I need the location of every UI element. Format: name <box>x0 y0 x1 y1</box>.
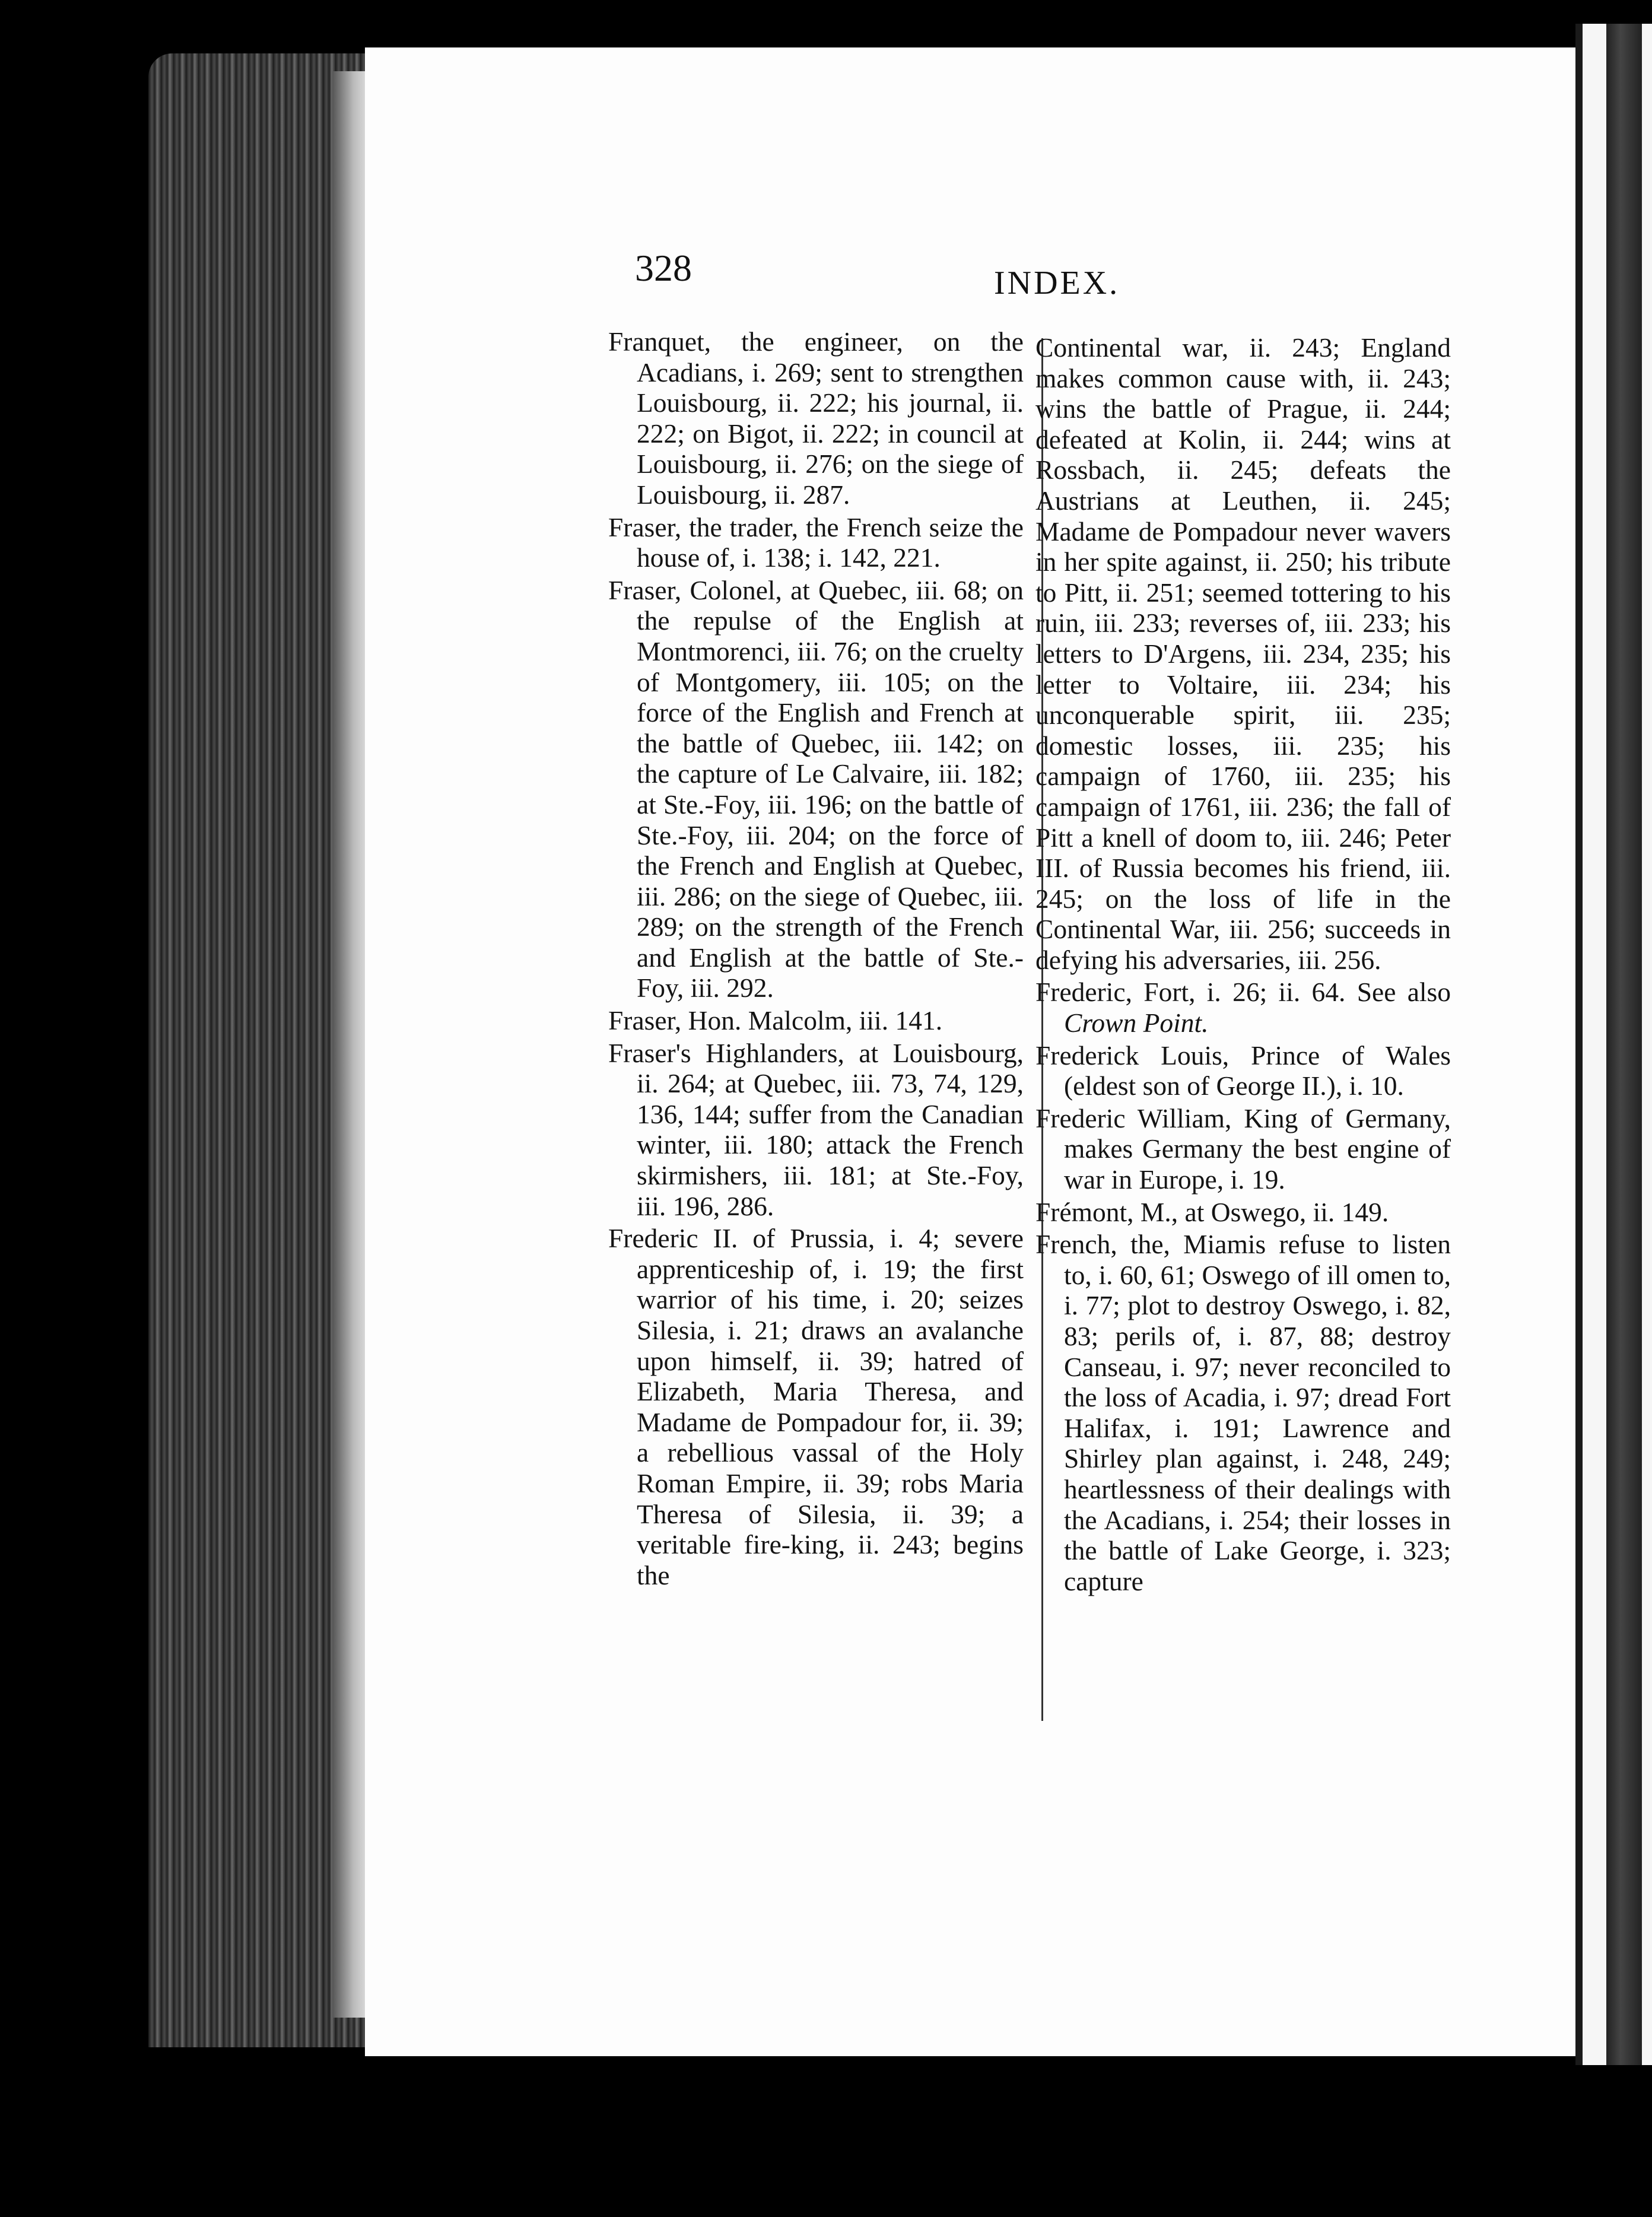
index-entry: Fraser, the trader, the French seize the house of, i. 138; i. 142, 221. <box>608 512 1024 573</box>
index-entry-text: Frederic, Fort, i. 26; ii. 64. See also <box>1035 977 1451 1008</box>
see-also-reference: Crown Point. <box>1064 1008 1209 1038</box>
index-entry: Fraser's Highlanders, at Louisbourg, ii. 264; at Quebec, iii. 73, 74, 129, 136, 144; suffer from the Canadian winter, iii. 180; attack the French skirmishers, iii. 181; at Ste.-Foy, iii. 196, 286. <box>608 1037 1024 1221</box>
running-head: INDEX. <box>994 265 1120 301</box>
facing-page-edge <box>1575 24 1652 2065</box>
index-entry: Fraser, Hon. Malcolm, iii. 141. <box>608 1005 943 1036</box>
index-entry: Frederic William, King of Germany, makes Germany the best engine of war in Europe, i. 19. <box>1035 1103 1451 1195</box>
index-entry: French, the, Miamis refuse to listen to, i. 60, 61; Oswego of ill omen to, i. 77; plot to destroy Oswego, i. 82, 83; perils of, i. 87, 88; destroy Canseau, i. 97; never reconciled to the loss of Acadia, i. 97; dread Fort Halifax, i. 191; Lawrence and Shirley plan against, i. 248, 249; heartlessness of their dealings with the Acadians, i. 254; their losses in the battle of Lake George, i. 323; capture <box>1035 1229 1451 1596</box>
index-entry-continuation: Continental war, ii. 243; England makes common cause with, ii. 243; wins the battle of Prague, ii. 244; defeated at Kolin, ii. 244; wins at Rossbach, ii. 245; defeats the Austrians at Leuthen, ii. 245; Madame de Pompadour never wavers in her spite against, ii. 250; his tribute to Pitt, ii. 251; seemed tottering to his ruin, iii. 233; reverses of, iii. 233; his letters to D'Argens, iii. 234, 235; his letter to Voltaire, iii. 234; his unconquerable spirit, iii. 235; domestic losses, iii. 235; his campaign of 1760, iii. 235; his campaign of 1761, iii. 236; the fall of Pitt a knell of doom to, iii. 246; Peter III. of Russia becomes his friend, iii. 245; on the loss of life in the Continental War, iii. 256; succeeds in defying his adversaries, iii. 256. <box>1035 332 1451 975</box>
index-entry <box>1035 977 1451 1038</box>
index-entry: Frederick Louis, Prince of Wales (eldest son of George II.), i. 10. <box>1035 1040 1451 1101</box>
index-entry: Frémont, M., at Oswego, ii. 149. <box>1035 1196 1389 1227</box>
index-entry: Franquet, the engineer, on the Acadians, i. 269; sent to strengthen Louisbourg, ii. 222; his journal, ii. 222; on Bigot, ii. 222; in council at Louisbourg, ii. 276; on the siege of Louisbourg, ii. 287. <box>608 326 1024 510</box>
book-fore-edge <box>148 53 368 2047</box>
page-number: 328 <box>635 247 692 289</box>
index-entry: Frederic II. of Prussia, i. 4; severe apprenticeship of, i. 19; the first warrior of his time, i. 20; seizes Silesia, i. 21; draws an avalanche upon himself, ii. 39; hatred of Elizabeth, Maria Theresa, and Madame de Pompadour for, ii. 39; a rebellious vassal of the Holy Roman Empire, ii. 39; robs Maria Theresa of Silesia, ii. 39; a veritable fire-king, ii. 243; begins the <box>608 1223 1024 1590</box>
index-entry: Fraser, Colonel, at Quebec, iii. 68; on the repulse of the English at Montmorenci, iii. 76; on the cruelty of Montgomery, iii. 105; on the force of the English and French at the battle of Quebec, iii. 142; on the capture of Le Calvaire, iii. 182; at Ste.-Foy, iii. 196; on the battle of Ste.-Foy, iii. 204; on the force of the French and English at Quebec, iii. 286; on the siege of Quebec, iii. 289; on the strength of the French and English at the battle of Ste.-Foy, iii. 292. <box>608 574 1024 1003</box>
index-column-right <box>1035 332 1451 1598</box>
index-column-left <box>608 326 1024 1592</box>
